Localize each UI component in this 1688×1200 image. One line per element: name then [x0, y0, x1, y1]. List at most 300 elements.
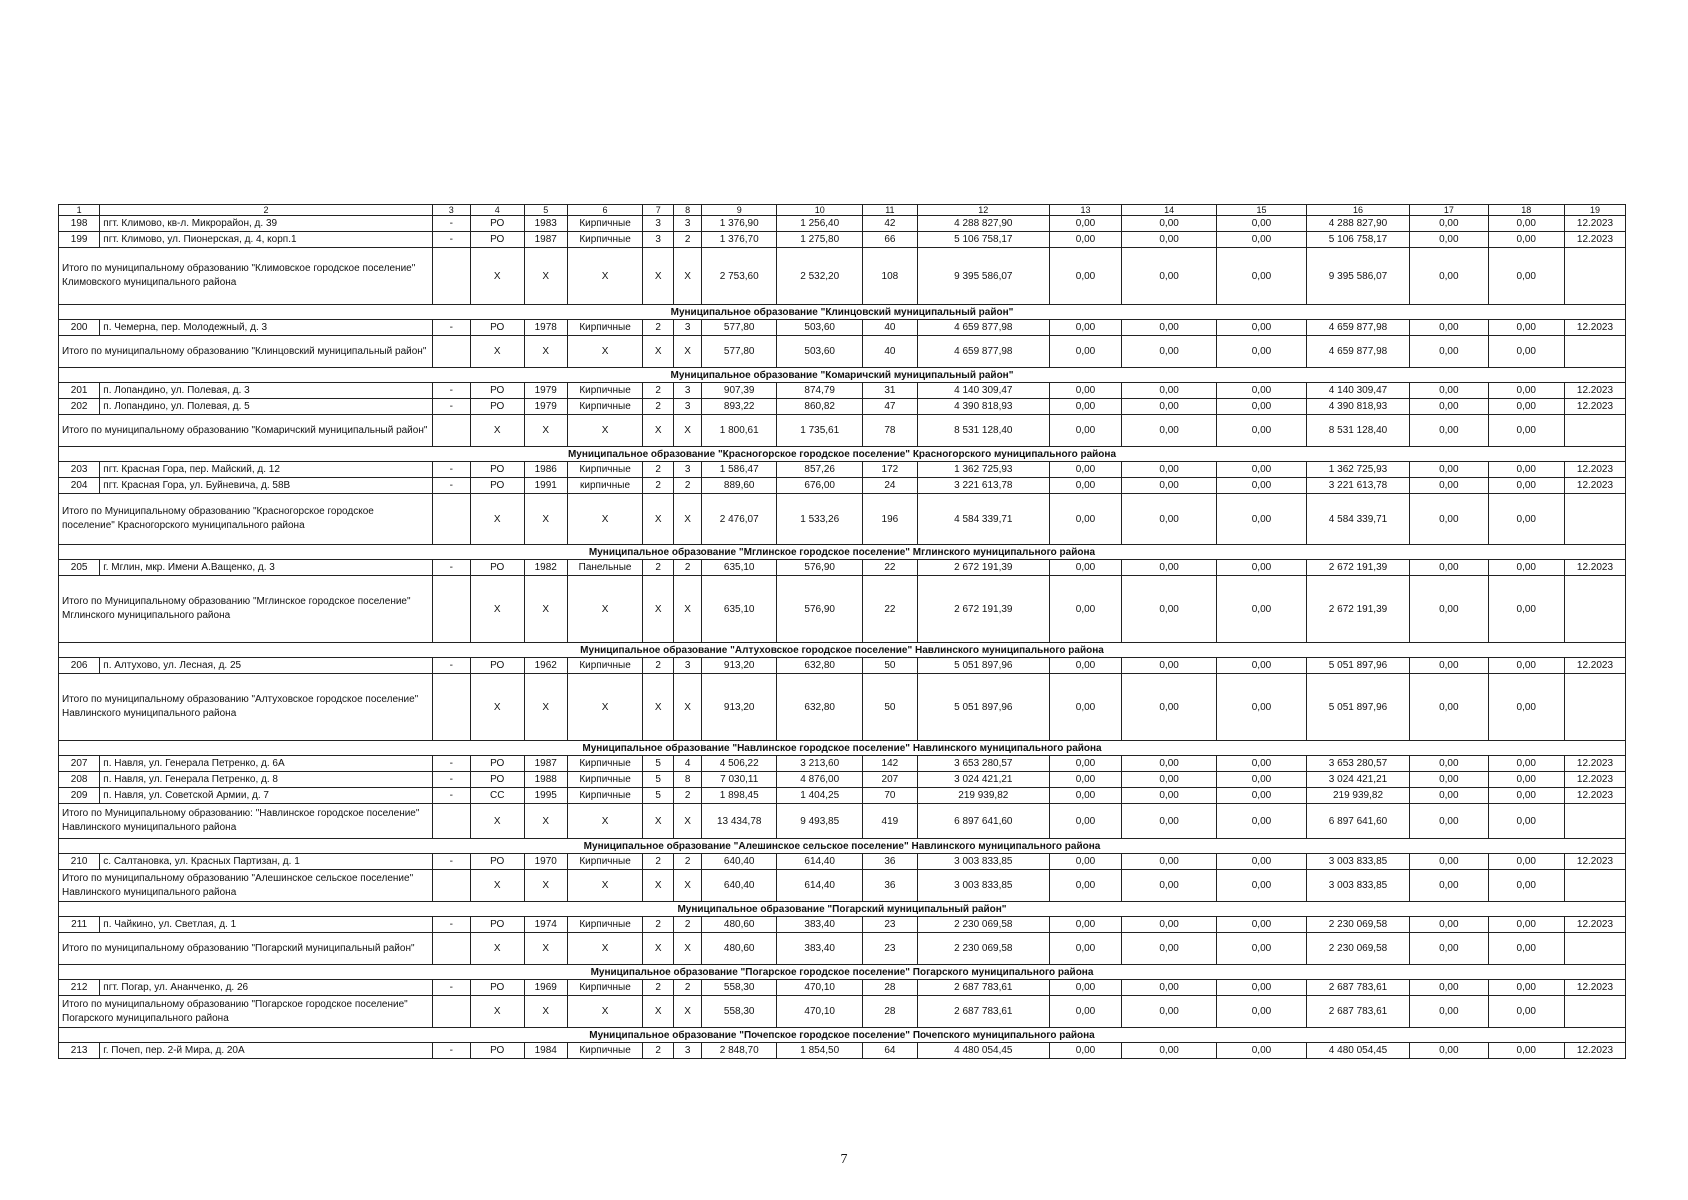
data-cell: 78: [863, 415, 918, 447]
data-cell: 913,20: [702, 674, 777, 741]
data-cell: Кирпичные: [567, 216, 642, 232]
section-title: Муниципальное образование "Клинцовский муниципальный район": [59, 305, 1626, 320]
data-cell: -: [432, 788, 470, 804]
data-cell: [1564, 996, 1625, 1028]
data-cell: 0,00: [1217, 996, 1307, 1028]
data-cell: 9 395 586,07: [917, 248, 1049, 305]
data-cell: -: [432, 383, 470, 399]
data-cell: 2 753,60: [702, 248, 777, 305]
data-cell: Кирпичные: [567, 980, 642, 996]
data-cell: 0,00: [1217, 383, 1307, 399]
data-cell: [1564, 870, 1625, 902]
data-cell: Кирпичные: [567, 772, 642, 788]
data-cell: 0,00: [1217, 854, 1307, 870]
data-cell: 4 390 818,93: [917, 399, 1049, 415]
data-cell: 22: [863, 576, 918, 643]
table-row: [59, 756, 1626, 772]
data-cell: X: [567, 336, 642, 368]
data-cell: 470,10: [777, 980, 863, 996]
data-cell: 1 362 725,93: [1306, 462, 1409, 478]
section-title: Муниципальное образование "Алешинское сельское поселение" Навлинского муниципального района: [59, 839, 1626, 854]
row-number-cell: 211: [59, 917, 100, 933]
data-cell: 0,00: [1217, 232, 1307, 248]
data-cell: -: [432, 917, 470, 933]
data-cell: 12.2023: [1564, 788, 1625, 804]
data-cell: X: [674, 674, 702, 741]
column-number-cell: 8: [674, 205, 702, 216]
data-cell: X: [524, 674, 567, 741]
data-cell: X: [567, 870, 642, 902]
data-cell: 2: [643, 383, 674, 399]
data-cell: 0,00: [1049, 399, 1121, 415]
section-header-row: [59, 368, 1626, 383]
address-cell: г. Почеп, пер. 2-й Мира, д. 20А: [100, 1043, 432, 1059]
data-cell: 40: [863, 336, 918, 368]
data-cell: [432, 336, 470, 368]
data-cell: РО: [470, 980, 524, 996]
data-cell: 12.2023: [1564, 232, 1625, 248]
data-cell: 1 898,45: [702, 788, 777, 804]
data-cell: 0,00: [1488, 980, 1564, 996]
data-cell: 0,00: [1488, 494, 1564, 545]
data-cell: X: [567, 494, 642, 545]
data-cell: 383,40: [777, 933, 863, 965]
data-cell: X: [567, 996, 642, 1028]
data-cell: 0,00: [1049, 917, 1121, 933]
data-cell: 2 672 191,39: [917, 576, 1049, 643]
data-cell: 0,00: [1488, 1043, 1564, 1059]
subtotal-row: [59, 336, 1626, 368]
data-cell: 2 230 069,58: [917, 917, 1049, 933]
row-number-cell: 198: [59, 216, 100, 232]
data-cell: X: [470, 248, 524, 305]
data-cell: 0,00: [1122, 462, 1217, 478]
data-cell: 0,00: [1122, 383, 1217, 399]
row-number-cell: 203: [59, 462, 100, 478]
table-row: [59, 478, 1626, 494]
data-cell: 1979: [524, 383, 567, 399]
data-cell: 1991: [524, 478, 567, 494]
data-cell: 2 687 783,61: [1306, 996, 1409, 1028]
data-cell: 0,00: [1410, 917, 1488, 933]
data-cell: 0,00: [1410, 854, 1488, 870]
data-cell: 0,00: [1122, 399, 1217, 415]
address-cell: пгт. Красная Гора, пер. Майский, д. 12: [100, 462, 432, 478]
data-cell: 0,00: [1217, 1043, 1307, 1059]
row-number-cell: 213: [59, 1043, 100, 1059]
data-cell: 0,00: [1122, 674, 1217, 741]
section-header-row: [59, 643, 1626, 658]
data-cell: 0,00: [1410, 804, 1488, 839]
data-cell: Кирпичные: [567, 462, 642, 478]
data-cell: -: [432, 854, 470, 870]
data-cell: 3 024 421,21: [917, 772, 1049, 788]
data-cell: [432, 933, 470, 965]
data-cell: X: [524, 576, 567, 643]
data-cell: 12.2023: [1564, 658, 1625, 674]
data-cell: 2: [674, 854, 702, 870]
data-cell: 4 876,00: [777, 772, 863, 788]
data-cell: X: [674, 415, 702, 447]
data-cell: 207: [863, 772, 918, 788]
data-cell: 0,00: [1410, 494, 1488, 545]
data-cell: 3 024 421,21: [1306, 772, 1409, 788]
data-cell: X: [674, 576, 702, 643]
data-cell: 3: [643, 216, 674, 232]
data-cell: X: [643, 494, 674, 545]
data-cell: X: [674, 996, 702, 1028]
data-cell: 3 653 280,57: [1306, 756, 1409, 772]
data-cell: Кирпичные: [567, 854, 642, 870]
data-cell: 0,00: [1488, 399, 1564, 415]
table-row: [59, 788, 1626, 804]
data-cell: 3 213,60: [777, 756, 863, 772]
data-cell: 0,00: [1217, 772, 1307, 788]
data-cell: 12.2023: [1564, 399, 1625, 415]
data-cell: 2: [674, 560, 702, 576]
data-cell: 2 848,70: [702, 1043, 777, 1059]
data-cell: 1970: [524, 854, 567, 870]
data-cell: 576,90: [777, 576, 863, 643]
data-cell: 0,00: [1217, 216, 1307, 232]
subtotal-label: Итого по муниципальному образованию "Алешинское сельское поселение" Навлинского муниципального района: [59, 870, 433, 902]
data-cell: 0,00: [1122, 478, 1217, 494]
data-cell: 503,60: [777, 336, 863, 368]
data-cell: 874,79: [777, 383, 863, 399]
data-cell: 108: [863, 248, 918, 305]
address-cell: пгт. Климово, кв-л. Микрорайон, д. 39: [100, 216, 432, 232]
data-cell: 558,30: [702, 996, 777, 1028]
data-cell: -: [432, 216, 470, 232]
data-cell: 1979: [524, 399, 567, 415]
data-cell: 1983: [524, 216, 567, 232]
data-cell: 28: [863, 996, 918, 1028]
data-cell: X: [524, 494, 567, 545]
data-cell: 0,00: [1122, 320, 1217, 336]
data-cell: 1 256,40: [777, 216, 863, 232]
subtotal-label: Итого по муниципальному образованию "Клинцовский муниципальный район": [59, 336, 433, 368]
data-cell: 2 672 191,39: [917, 560, 1049, 576]
section-header-row: [59, 1028, 1626, 1043]
table-row: [59, 216, 1626, 232]
data-cell: 12.2023: [1564, 462, 1625, 478]
data-cell: 13 434,78: [702, 804, 777, 839]
data-cell: 0,00: [1049, 576, 1121, 643]
data-cell: 0,00: [1488, 415, 1564, 447]
column-number-cell: 16: [1306, 205, 1409, 216]
data-cell: X: [524, 870, 567, 902]
address-cell: пгт. Климово, ул. Пионерская, д. 4, корп.1: [100, 232, 432, 248]
data-cell: 1 800,61: [702, 415, 777, 447]
data-cell: -: [432, 232, 470, 248]
data-cell: 1 376,90: [702, 216, 777, 232]
data-cell: 0,00: [1217, 933, 1307, 965]
data-cell: 0,00: [1217, 399, 1307, 415]
data-cell: 4 584 339,71: [917, 494, 1049, 545]
data-cell: 12.2023: [1564, 756, 1625, 772]
data-cell: РО: [470, 320, 524, 336]
data-cell: -: [432, 478, 470, 494]
data-cell: X: [674, 336, 702, 368]
data-cell: 4 506,22: [702, 756, 777, 772]
data-cell: 0,00: [1049, 1043, 1121, 1059]
data-cell: 2: [674, 478, 702, 494]
data-cell: 1 533,26: [777, 494, 863, 545]
section-header-row: [59, 447, 1626, 462]
data-cell: [432, 576, 470, 643]
data-cell: 2: [674, 917, 702, 933]
subtotal-row: [59, 415, 1626, 447]
data-cell: [432, 415, 470, 447]
section-title: Муниципальное образование "Погарское городское поселение" Погарского муниципального района: [59, 965, 1626, 980]
row-number-cell: 201: [59, 383, 100, 399]
subtotal-row: [59, 248, 1626, 305]
data-cell: 5 051 897,96: [1306, 658, 1409, 674]
data-cell: 470,10: [777, 996, 863, 1028]
data-cell: 0,00: [1488, 216, 1564, 232]
data-cell: 0,00: [1049, 248, 1121, 305]
address-cell: п. Лопандино, ул. Полевая, д. 5: [100, 399, 432, 415]
data-cell: [1564, 494, 1625, 545]
data-cell: X: [643, 804, 674, 839]
address-cell: п. Навля, ул. Генерала Петренко, д. 8: [100, 772, 432, 788]
data-cell: 0,00: [1488, 658, 1564, 674]
data-cell: 2: [643, 1043, 674, 1059]
section-title: Муниципальное образование "Комаричский муниципальный район": [59, 368, 1626, 383]
data-cell: 0,00: [1217, 788, 1307, 804]
data-cell: 1984: [524, 1043, 567, 1059]
data-cell: Кирпичные: [567, 383, 642, 399]
data-cell: 5 051 897,96: [1306, 674, 1409, 741]
data-cell: 0,00: [1217, 756, 1307, 772]
data-cell: 0,00: [1049, 232, 1121, 248]
data-cell: -: [432, 980, 470, 996]
data-cell: 3 653 280,57: [917, 756, 1049, 772]
data-cell: 12.2023: [1564, 560, 1625, 576]
column-number-cell: 5: [524, 205, 567, 216]
data-cell: 8: [674, 772, 702, 788]
data-cell: 0,00: [1122, 917, 1217, 933]
data-cell: X: [674, 933, 702, 965]
data-cell: 2 672 191,39: [1306, 560, 1409, 576]
subtotal-label: Итого по муниципальному образованию "Комаричский муниципальный район": [59, 415, 433, 447]
data-cell: X: [470, 996, 524, 1028]
data-cell: [432, 494, 470, 545]
data-cell: X: [643, 996, 674, 1028]
data-cell: X: [524, 415, 567, 447]
data-cell: 2 230 069,58: [917, 933, 1049, 965]
data-cell: 142: [863, 756, 918, 772]
data-cell: 23: [863, 917, 918, 933]
data-cell: 0,00: [1217, 415, 1307, 447]
data-cell: 0,00: [1049, 320, 1121, 336]
data-cell: 0,00: [1410, 415, 1488, 447]
data-cell: Кирпичные: [567, 658, 642, 674]
data-cell: 4 288 827,90: [917, 216, 1049, 232]
column-number-cell: 3: [432, 205, 470, 216]
data-cell: РО: [470, 658, 524, 674]
data-cell: 1 854,50: [777, 1043, 863, 1059]
data-cell: 635,10: [702, 576, 777, 643]
table-body: [59, 205, 1626, 1059]
data-cell: 907,39: [702, 383, 777, 399]
data-cell: 0,00: [1410, 772, 1488, 788]
data-cell: 0,00: [1049, 996, 1121, 1028]
column-number-cell: 10: [777, 205, 863, 216]
data-cell: 5 051 897,96: [917, 674, 1049, 741]
data-cell: X: [567, 674, 642, 741]
data-cell: [432, 996, 470, 1028]
table-row: [59, 1043, 1626, 1059]
data-cell: РО: [470, 560, 524, 576]
data-cell: 1987: [524, 756, 567, 772]
data-cell: Кирпичные: [567, 232, 642, 248]
data-cell: 12.2023: [1564, 854, 1625, 870]
data-cell: 4 140 309,47: [917, 383, 1049, 399]
data-cell: 0,00: [1410, 399, 1488, 415]
data-cell: 0,00: [1049, 336, 1121, 368]
section-header-row: [59, 545, 1626, 560]
data-cell: X: [524, 996, 567, 1028]
data-cell: 0,00: [1049, 560, 1121, 576]
data-cell: 9 493,85: [777, 804, 863, 839]
data-cell: X: [470, 804, 524, 839]
data-cell: 0,00: [1122, 494, 1217, 545]
address-cell: п. Алтухово, ул. Лесная, д. 25: [100, 658, 432, 674]
data-cell: кирпичные: [567, 478, 642, 494]
data-cell: X: [567, 415, 642, 447]
data-cell: 0,00: [1488, 674, 1564, 741]
data-cell: 24: [863, 478, 918, 494]
data-cell: Кирпичные: [567, 917, 642, 933]
data-cell: 0,00: [1488, 804, 1564, 839]
data-cell: 31: [863, 383, 918, 399]
data-cell: X: [567, 804, 642, 839]
data-cell: X: [470, 336, 524, 368]
data-cell: X: [567, 576, 642, 643]
data-cell: 6 897 641,60: [917, 804, 1049, 839]
row-number-cell: 210: [59, 854, 100, 870]
data-cell: 3: [674, 658, 702, 674]
section-title: Муниципальное образование "Почепское городское поселение" Почепского муниципального района: [59, 1028, 1626, 1043]
data-cell: X: [470, 870, 524, 902]
data-cell: 0,00: [1217, 917, 1307, 933]
section-title: Муниципальное образование "Навлинское городское поселение" Навлинского муниципального района: [59, 741, 1626, 756]
data-cell: 893,22: [702, 399, 777, 415]
data-cell: 12.2023: [1564, 917, 1625, 933]
data-cell: X: [470, 494, 524, 545]
data-cell: X: [567, 933, 642, 965]
data-cell: 0,00: [1410, 576, 1488, 643]
address-cell: п. Чайкино, ул. Светлая, д. 1: [100, 917, 432, 933]
data-cell: 3: [674, 216, 702, 232]
data-cell: 3 003 833,85: [917, 870, 1049, 902]
data-cell: X: [470, 415, 524, 447]
data-cell: РО: [470, 232, 524, 248]
data-cell: 0,00: [1410, 232, 1488, 248]
data-cell: 0,00: [1410, 336, 1488, 368]
data-cell: 480,60: [702, 917, 777, 933]
data-cell: -: [432, 320, 470, 336]
table-row: [59, 854, 1626, 870]
address-cell: п. Навля, ул. Генерала Петренко, д. 6А: [100, 756, 432, 772]
data-cell: X: [524, 804, 567, 839]
column-number-cell: 19: [1564, 205, 1625, 216]
data-cell: 47: [863, 399, 918, 415]
data-cell: 5 106 758,17: [917, 232, 1049, 248]
data-cell: 0,00: [1217, 336, 1307, 368]
data-cell: X: [470, 576, 524, 643]
address-cell: п. Чемерна, пер. Молодежный, д. 3: [100, 320, 432, 336]
column-number-cell: 15: [1217, 205, 1307, 216]
data-cell: 0,00: [1488, 854, 1564, 870]
data-cell: 4 659 877,98: [917, 336, 1049, 368]
data-cell: 0,00: [1122, 854, 1217, 870]
data-cell: 2 687 783,61: [917, 996, 1049, 1028]
section-header-row: [59, 902, 1626, 917]
column-number-cell: 1: [59, 205, 100, 216]
subtotal-label: Итого по Муниципальному образованию "Мглинское городское поселение" Мглинского муниципального района: [59, 576, 433, 643]
data-cell: 70: [863, 788, 918, 804]
data-cell: 0,00: [1049, 415, 1121, 447]
data-cell: 0,00: [1122, 804, 1217, 839]
data-cell: X: [524, 248, 567, 305]
data-cell: РО: [470, 772, 524, 788]
data-cell: [432, 674, 470, 741]
data-cell: 12.2023: [1564, 478, 1625, 494]
data-cell: -: [432, 1043, 470, 1059]
data-cell: 857,26: [777, 462, 863, 478]
data-cell: 3: [674, 462, 702, 478]
row-number-cell: 204: [59, 478, 100, 494]
data-cell: 0,00: [1217, 804, 1307, 839]
data-cell: 4 390 818,93: [1306, 399, 1409, 415]
data-cell: 1988: [524, 772, 567, 788]
data-cell: 2: [674, 980, 702, 996]
data-cell: 12.2023: [1564, 216, 1625, 232]
data-cell: 0,00: [1049, 462, 1121, 478]
row-number-cell: 207: [59, 756, 100, 772]
data-cell: 1962: [524, 658, 567, 674]
data-cell: 0,00: [1122, 415, 1217, 447]
data-cell: 8 531 128,40: [917, 415, 1049, 447]
row-number-cell: 200: [59, 320, 100, 336]
address-cell: г. Мглин, мкр. Имени А.Ващенко, д. 3: [100, 560, 432, 576]
data-cell: 64: [863, 1043, 918, 1059]
data-cell: 1987: [524, 232, 567, 248]
data-cell: 0,00: [1410, 1043, 1488, 1059]
data-cell: 0,00: [1122, 216, 1217, 232]
data-cell: X: [643, 674, 674, 741]
data-cell: 3: [643, 232, 674, 248]
data-cell: Кирпичные: [567, 788, 642, 804]
data-cell: 4 140 309,47: [1306, 383, 1409, 399]
data-cell: 2: [643, 478, 674, 494]
housing-register-table: [58, 204, 1626, 1059]
data-cell: 2: [643, 917, 674, 933]
subtotal-label: Итого по муниципальному образованию "Климовское городское поселение" Климовского муниципального района: [59, 248, 433, 305]
row-number-cell: 209: [59, 788, 100, 804]
section-title: Муниципальное образование "Погарский муниципальный район": [59, 902, 1626, 917]
data-cell: [1564, 674, 1625, 741]
data-cell: Кирпичные: [567, 1043, 642, 1059]
table-row: [59, 383, 1626, 399]
row-number-cell: 206: [59, 658, 100, 674]
address-cell: п. Лопандино, ул. Полевая, д. 3: [100, 383, 432, 399]
data-cell: 12.2023: [1564, 383, 1625, 399]
data-cell: СС: [470, 788, 524, 804]
data-cell: 0,00: [1488, 478, 1564, 494]
